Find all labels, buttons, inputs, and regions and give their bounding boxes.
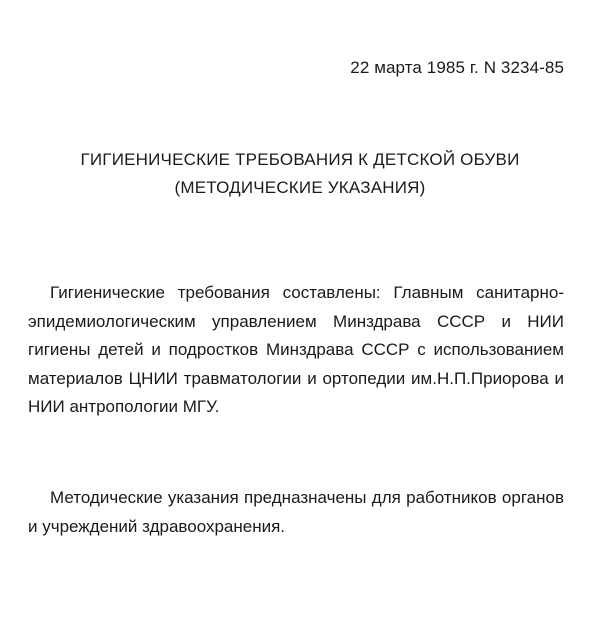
- document-date-number: 22 марта 1985 г. N 3234-85: [350, 58, 564, 77]
- document-title: [0, 146, 600, 202]
- paragraph-audience: Методические указания предназначены для работников органов и учреждений здравоохранения.: [28, 488, 564, 536]
- title-line-main: ГИГИЕНИЧЕСКИЕ ТРЕБОВАНИЯ К ДЕТСКОЙ ОБУВИ: [80, 150, 520, 169]
- paragraph-authors: Гигиенические требования составлены: Главным санитарно-эпидемиологическим управлением Минздрава СССР и НИИ гигиены детей и подростков Минздрава СССР с использованием материалов ЦНИИ травматологии и ортопедии им.Н.П.Приорова и НИИ антропологии МГУ.: [28, 283, 564, 416]
- title-line-subtitle: (МЕТОДИЧЕСКИЕ УКАЗАНИЯ): [174, 178, 426, 197]
